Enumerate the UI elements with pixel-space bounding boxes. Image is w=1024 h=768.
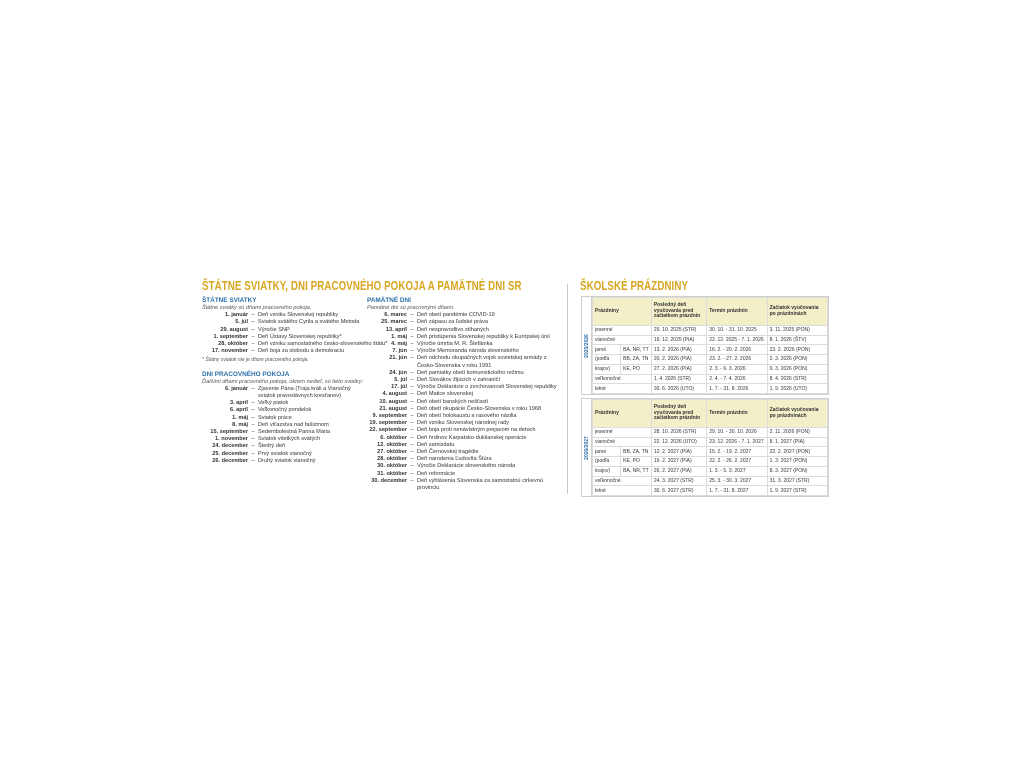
holiday-row xyxy=(367,319,567,326)
holiday-date: 4. august xyxy=(382,391,407,398)
dash-separator: – xyxy=(410,470,414,477)
table-cell: BB, ZA, TN xyxy=(621,355,652,365)
holiday-date: 1. január xyxy=(224,312,248,319)
holiday-date: 1. máj xyxy=(391,333,407,340)
table-cell: 29. 10. - 30. 10. 2026 xyxy=(707,428,767,438)
holiday-text: Druhý sviatok vianočný xyxy=(258,457,316,464)
dash-separator: – xyxy=(251,450,255,457)
holiday-row xyxy=(367,478,567,492)
dash-separator: – xyxy=(251,348,255,355)
holiday-row xyxy=(367,463,567,470)
table-cell: 1. 4. 2026 (STR) xyxy=(651,374,706,384)
holiday-text: Deň narodenia Ľudovíta Štúra xyxy=(417,456,492,463)
holiday-date: 24. december xyxy=(212,443,248,450)
dash-separator: – xyxy=(410,449,414,456)
dash-separator: – xyxy=(251,436,255,443)
table-cell: 8. 4. 2026 (STR) xyxy=(767,374,827,384)
holiday-date: 6. október xyxy=(380,434,407,441)
holiday-row xyxy=(367,456,567,463)
table-cell: 1. 3. 2027 (PON) xyxy=(767,457,827,467)
holiday-row xyxy=(202,348,372,355)
holiday-text: Deň Matice slovenskej xyxy=(417,391,473,398)
dash-separator: – xyxy=(251,312,255,319)
dash-separator: – xyxy=(251,414,255,421)
holiday-row xyxy=(202,319,372,326)
holiday-row xyxy=(202,312,372,319)
holiday-date: 1. máj xyxy=(232,414,248,421)
dash-separator: – xyxy=(251,326,255,333)
holiday-date: 17. november xyxy=(211,348,248,355)
holiday-text: Výročie SNP xyxy=(258,326,290,333)
dash-separator: – xyxy=(251,429,255,436)
dash-separator: – xyxy=(410,456,414,463)
table-cell: 24. 3. 2027 (STR) xyxy=(651,476,706,486)
dash-separator: – xyxy=(410,326,414,333)
table-cell: 19. 2. 2027 (PIA) xyxy=(651,457,706,467)
dash-separator: – xyxy=(251,385,255,392)
holiday-text: Veľký piatok xyxy=(258,400,289,407)
holiday-row xyxy=(367,391,567,398)
dash-separator: – xyxy=(410,333,414,340)
holiday-date: 6. marec xyxy=(384,312,407,319)
dash-separator: – xyxy=(410,312,414,319)
table-cell: 22. 2. - 26. 2. 2027 xyxy=(707,457,767,467)
holiday-row xyxy=(202,341,388,348)
dash-separator: – xyxy=(410,463,414,470)
holiday-date: 30. december xyxy=(371,477,407,484)
holiday-date: 15. september xyxy=(210,429,248,436)
statne-note: * Štátny sviatok nie je dňom pracovného pokoja. xyxy=(202,357,309,364)
table-row xyxy=(593,486,828,496)
table-cell: 22. 2. 2027 (PON) xyxy=(767,447,827,457)
holiday-text: Výročie Deklarácie o zvrchovanosti Slovenskej republiky xyxy=(417,384,557,391)
holiday-row xyxy=(367,312,567,319)
table-cell: vianočné xyxy=(593,335,652,345)
holiday-row xyxy=(367,427,567,434)
holiday-date: 27. október xyxy=(377,449,407,456)
holiday-text: Deň obetí holokaustu a rasového násilia xyxy=(417,413,517,420)
table-cell: 1. 3. - 5. 3. 2027 xyxy=(707,466,767,476)
table-cell: 12. 2. 2027 (PIA) xyxy=(651,447,706,457)
table-cell: 8. 1. 2026 (ŠTV) xyxy=(767,335,827,345)
holiday-text: Prvý sviatok vianočný xyxy=(258,450,312,457)
school-holidays-title: ŠKOLSKÉ PRÁZDNINY xyxy=(580,279,689,293)
table-cell: veľkonočné xyxy=(593,374,652,384)
table-cell: 1. 7. - 31. 8. 2027 xyxy=(707,486,767,496)
table-cell: krajov) xyxy=(593,466,621,476)
column-header: Posledný deň vyučovania pred začiatkom prázdnin xyxy=(651,298,706,326)
holiday-date: 5. júl xyxy=(235,319,248,326)
dash-separator: – xyxy=(251,333,255,340)
table-cell: jarné xyxy=(593,447,621,457)
year-label: 2025/2026 xyxy=(583,333,590,358)
holiday-row xyxy=(367,370,567,377)
holiday-text: Deň Černovskej tragédie xyxy=(417,449,479,456)
holiday-text: Deň odchodu okupačných vojsk sovietskej armády z Česko-Slovenska v roku 1991 xyxy=(417,355,547,369)
dash-separator: – xyxy=(410,391,414,398)
table-row xyxy=(593,447,828,457)
statne-intro: Štátne sviatky sú dňami pracovného pokoja. xyxy=(202,305,312,311)
holiday-text: Deň vzniku Slovenskej národnej rady xyxy=(417,420,510,427)
holiday-row xyxy=(202,458,372,465)
table-cell: 1. 9. 2027 (STR) xyxy=(767,486,827,496)
table-cell: KE, PO xyxy=(621,457,652,467)
holiday-row xyxy=(202,415,372,422)
dash-separator: – xyxy=(410,377,414,384)
holiday-date: 26. december xyxy=(212,457,248,464)
holiday-date: 28. október xyxy=(377,456,407,463)
table-row xyxy=(593,355,828,365)
dash-separator: – xyxy=(410,413,414,420)
holiday-row xyxy=(367,442,567,449)
table-cell: 1. 9. 2026 (UTO) xyxy=(767,384,827,394)
table-row xyxy=(593,335,828,345)
holiday-text: Výročie úmrtia M. R. Štefánika xyxy=(417,341,493,348)
holiday-date: 5. júl xyxy=(394,377,407,384)
holiday-row xyxy=(367,406,567,413)
dash-separator: – xyxy=(410,420,414,427)
table-cell: letné xyxy=(593,486,652,496)
statne-heading: ŠTÁTNE SVIATKY xyxy=(202,297,257,304)
holiday-date: 6. január xyxy=(224,385,248,392)
holiday-row xyxy=(202,422,372,429)
table-row xyxy=(593,476,828,486)
holiday-row xyxy=(367,413,567,420)
holiday-date: 13. apríl xyxy=(385,326,407,333)
holiday-text: Deň nespravodlivo stíhaných xyxy=(417,326,489,333)
school-table-2026 xyxy=(581,398,829,497)
middle-column xyxy=(367,297,567,492)
table-cell: 23. 2. 2026 (PON) xyxy=(767,345,827,355)
pracovny-intro: Ďalšími dňami pracovného pokoja, okrem nedieľ, sú tieto sviatky: xyxy=(202,378,364,385)
holiday-date: 25. december xyxy=(212,450,248,457)
holiday-date: 12. október xyxy=(377,441,407,448)
dash-separator: – xyxy=(410,384,414,391)
holiday-row xyxy=(367,334,567,341)
table-cell: 3. 11. 2025 (PON) xyxy=(767,326,827,336)
table-cell: 30. 6. 2027 (STR) xyxy=(651,486,706,496)
table-cell: 28. 10. 2026 (STR) xyxy=(651,428,706,438)
dash-separator: – xyxy=(251,457,255,464)
holiday-row xyxy=(202,334,372,341)
table-cell: 31. 3. 2027 (STR) xyxy=(767,476,827,486)
holiday-row xyxy=(202,443,372,450)
holiday-row xyxy=(367,420,567,427)
holiday-row xyxy=(367,377,567,384)
year-label: 2026/2027 xyxy=(583,435,590,460)
column-header: Začiatok vyučovania po prázdninách xyxy=(767,298,827,326)
holiday-text: Výročie Memoranda národa slovenského xyxy=(417,348,519,355)
dash-separator: – xyxy=(251,400,255,407)
table-cell: 22. 12. 2025 - 7. 1. 2026 xyxy=(707,335,767,345)
column-header: Prázdniny xyxy=(593,400,652,428)
table-cell: BB, ZA, TN xyxy=(621,447,652,457)
holiday-date: 24. jún xyxy=(389,369,407,376)
column-header: Termín prázdnin xyxy=(707,298,767,326)
dash-separator: – xyxy=(410,477,414,484)
holiday-date: 1. september xyxy=(213,333,248,340)
pracovny-list xyxy=(202,386,372,465)
table-cell: 25. 3. - 30. 3. 2027 xyxy=(707,476,767,486)
table-cell: 2. 4. - 7. 4. 2026 xyxy=(707,374,767,384)
holiday-table xyxy=(592,399,828,496)
table-row xyxy=(593,345,828,355)
table-cell: 30. 10. - 31. 10. 2025 xyxy=(707,326,767,336)
holiday-row xyxy=(367,384,567,391)
dash-separator: – xyxy=(251,319,255,326)
table-cell: 20. 2. 2026 (PIA) xyxy=(651,355,706,365)
holiday-table xyxy=(592,297,828,394)
holiday-text: Deň vzniku Slovenskej republiky xyxy=(258,312,339,319)
dash-separator: – xyxy=(251,341,255,348)
table-cell: veľkonočné xyxy=(593,476,652,486)
holiday-text: Deň vyhlásenia Slovenska za samostatnú cirkevnú provinciu xyxy=(417,477,543,492)
holiday-text: Deň vzniku samostatného česko-slovenského štátu* xyxy=(258,341,388,348)
dash-separator: – xyxy=(410,398,414,405)
statne-list xyxy=(202,312,388,355)
table-cell: 13. 2. 2026 (PIA) xyxy=(651,345,706,355)
holiday-row xyxy=(367,435,567,442)
holiday-date: 4. máj xyxy=(391,341,407,348)
table-cell: 15. 2. - 19. 2. 2027 xyxy=(707,447,767,457)
holiday-date: 31. október xyxy=(377,470,407,477)
holiday-text: Štedrý deň xyxy=(258,443,286,450)
holiday-row xyxy=(367,355,567,369)
column-header: Prázdniny xyxy=(593,298,652,326)
table-header-row xyxy=(593,400,828,428)
table-cell: 2. 3. 2026 (PON) xyxy=(767,355,827,365)
holiday-date: 19. september xyxy=(369,420,407,427)
holiday-date: 1. november xyxy=(215,436,248,443)
holiday-date: 25. marec xyxy=(381,319,407,326)
holiday-text: Deň Ústavy Slovenskej republiky* xyxy=(258,333,342,340)
pamatne-list xyxy=(367,312,567,492)
holiday-date: 3. apríl xyxy=(229,400,248,407)
table-cell: jesenné xyxy=(593,428,652,438)
table-cell: 16. 2. - 20. 2. 2026 xyxy=(707,345,767,355)
holiday-date: 30. október xyxy=(377,463,407,470)
holiday-row xyxy=(202,407,372,414)
table-cell: 2. 3. - 6. 3. 2026 xyxy=(707,364,767,374)
dash-separator: – xyxy=(410,319,414,326)
holiday-text: Deň Slovákov žijúcich v zahraničí xyxy=(417,377,501,384)
holiday-date: 7. jún xyxy=(392,348,407,355)
table-cell: letné xyxy=(593,384,652,394)
holiday-row xyxy=(367,348,567,355)
holiday-text: Deň boja za slobodu a demokraciu xyxy=(258,348,345,355)
table-cell: (podľa xyxy=(593,457,621,467)
holiday-text: Sviatok svätého Cyrila a svätého Metoda xyxy=(258,319,360,326)
pracovny-heading: DNI PRACOVNÉHO POKOJA xyxy=(202,370,290,378)
table-cell: 9. 3. 2026 (PON) xyxy=(767,364,827,374)
table-row xyxy=(593,364,828,374)
dash-separator: – xyxy=(251,421,255,428)
holiday-date: 6. apríl xyxy=(229,407,248,414)
dash-separator: – xyxy=(410,434,414,441)
holiday-text: Zjavenie Pána (Traja králi a Vianočný sviatok pravoslávnych kresťanov) xyxy=(258,385,351,400)
table-cell: 27. 2. 2026 (PIA) xyxy=(651,364,706,374)
column-header: Začiatok vyučovania po prázdninách xyxy=(767,400,827,428)
column-header: Posledný deň vyučovania pred začiatkom prázdnin xyxy=(651,400,706,428)
holiday-date: 17. júl xyxy=(391,384,407,391)
table-cell: KE, PO xyxy=(621,364,652,374)
table-cell: 26. 2. 2027 (PIA) xyxy=(651,466,706,476)
holiday-text: Deň hrdinov Karpatsko-duklianskej operácie xyxy=(417,434,527,441)
table-cell: 30. 6. 2026 (UTO) xyxy=(651,384,706,394)
table-row xyxy=(593,384,828,394)
holiday-text: Deň víťazstva nad fašizmom xyxy=(258,421,329,428)
dash-separator: – xyxy=(251,407,255,414)
table-row xyxy=(593,466,828,476)
table-cell: BA, NR, TT xyxy=(621,466,652,476)
table-cell: (podľa xyxy=(593,355,621,365)
pamatne-intro: Pamätné dni sú pracovnými dňami. xyxy=(367,305,455,311)
holiday-date: 22. september xyxy=(369,427,407,434)
holiday-date: 21. jún xyxy=(389,355,407,362)
holidays-title: ŠTÁTNE SVIATKY, DNI PRACOVNÉHO POKOJA A PAMÄTNÉ DNI SR xyxy=(202,279,522,293)
table-cell: 29. 10. 2025 (STR) xyxy=(651,326,706,336)
table-cell: 23. 12. 2026 - 7. 1. 2027 xyxy=(707,437,767,447)
holiday-text: Deň samizdatu xyxy=(417,441,455,448)
holiday-row xyxy=(367,471,567,478)
table-cell: jarné xyxy=(593,345,621,355)
dash-separator: – xyxy=(410,341,414,348)
holiday-row xyxy=(202,436,372,443)
holiday-text: Deň pristúpenia Slovenskej republiky k Európskej únii xyxy=(417,333,550,340)
table-cell: jesenné xyxy=(593,326,652,336)
holiday-date: 29. august xyxy=(220,326,248,333)
table-cell: 2. 11. 2026 (PON) xyxy=(767,428,827,438)
pamatne-heading: PAMÄTNÉ DNI xyxy=(367,297,411,304)
dash-separator: – xyxy=(410,369,414,376)
holiday-row xyxy=(202,451,372,458)
holiday-row xyxy=(367,341,567,348)
holiday-text: Sviatok všetkých svätých xyxy=(258,436,321,443)
table-cell: 1. 7. - 31. 8. 2026 xyxy=(707,384,767,394)
table-row xyxy=(593,428,828,438)
holiday-row xyxy=(202,386,372,400)
holiday-text: Deň zápasu za ľudské práva xyxy=(417,319,488,326)
holiday-text: Sviatok práce xyxy=(258,414,292,421)
table-cell: 23. 2. - 27. 2. 2026 xyxy=(707,355,767,365)
dash-separator: – xyxy=(251,443,255,450)
holiday-text: Veľkonočný pondelok xyxy=(258,407,312,414)
dash-separator: – xyxy=(410,405,414,412)
column-divider xyxy=(567,284,568,494)
holiday-text: Deň reformácie xyxy=(417,470,456,477)
column-header: Termín prázdnin xyxy=(707,400,767,428)
table-row xyxy=(593,374,828,384)
holiday-text: Výročie Deklarácie slovenského národa xyxy=(417,463,516,470)
table-row xyxy=(593,437,828,447)
holiday-text: Deň obetí okupácie Česko-Slovenska v roku 1968 xyxy=(417,405,542,412)
holiday-date: 8. máj xyxy=(232,421,248,428)
holiday-date: 28. október xyxy=(218,341,248,348)
holiday-text: Deň pamiatky obetí komunistického režimu xyxy=(417,369,524,376)
holiday-row xyxy=(367,327,567,334)
table-cell: BA, NR, TT xyxy=(621,345,652,355)
holiday-row xyxy=(202,400,372,407)
school-table-2025 xyxy=(581,296,829,395)
holiday-date: 21. august xyxy=(379,405,407,412)
table-cell: krajov) xyxy=(593,364,621,374)
dash-separator: – xyxy=(410,441,414,448)
holiday-text: Sedembolestná Panna Mária xyxy=(258,429,331,436)
holiday-row xyxy=(367,399,567,406)
holiday-text: Deň obetí banských nešťastí xyxy=(417,398,489,405)
holiday-row xyxy=(202,429,372,436)
dash-separator: – xyxy=(410,355,414,362)
holiday-text: Deň boja proti nenávistným prejavom na detoch xyxy=(417,427,536,434)
table-cell: 8. 1. 2027 (PIA) xyxy=(767,437,827,447)
table-cell: 22. 12. 2026 (UTO) xyxy=(651,437,706,447)
table-cell: 8. 3. 2027 (PON) xyxy=(767,466,827,476)
table-cell: vianočné xyxy=(593,437,652,447)
dash-separator: – xyxy=(410,427,414,434)
holiday-row xyxy=(202,327,372,334)
table-header-row xyxy=(593,298,828,326)
holiday-text: Deň obetí pandémie COVID-19 xyxy=(417,312,495,319)
holiday-date: 10. august xyxy=(379,398,407,405)
table-cell: 19. 12. 2025 (PIA) xyxy=(651,335,706,345)
holiday-date: 9. september xyxy=(372,413,407,420)
table-row xyxy=(593,457,828,467)
table-row xyxy=(593,326,828,336)
dash-separator: – xyxy=(410,348,414,355)
